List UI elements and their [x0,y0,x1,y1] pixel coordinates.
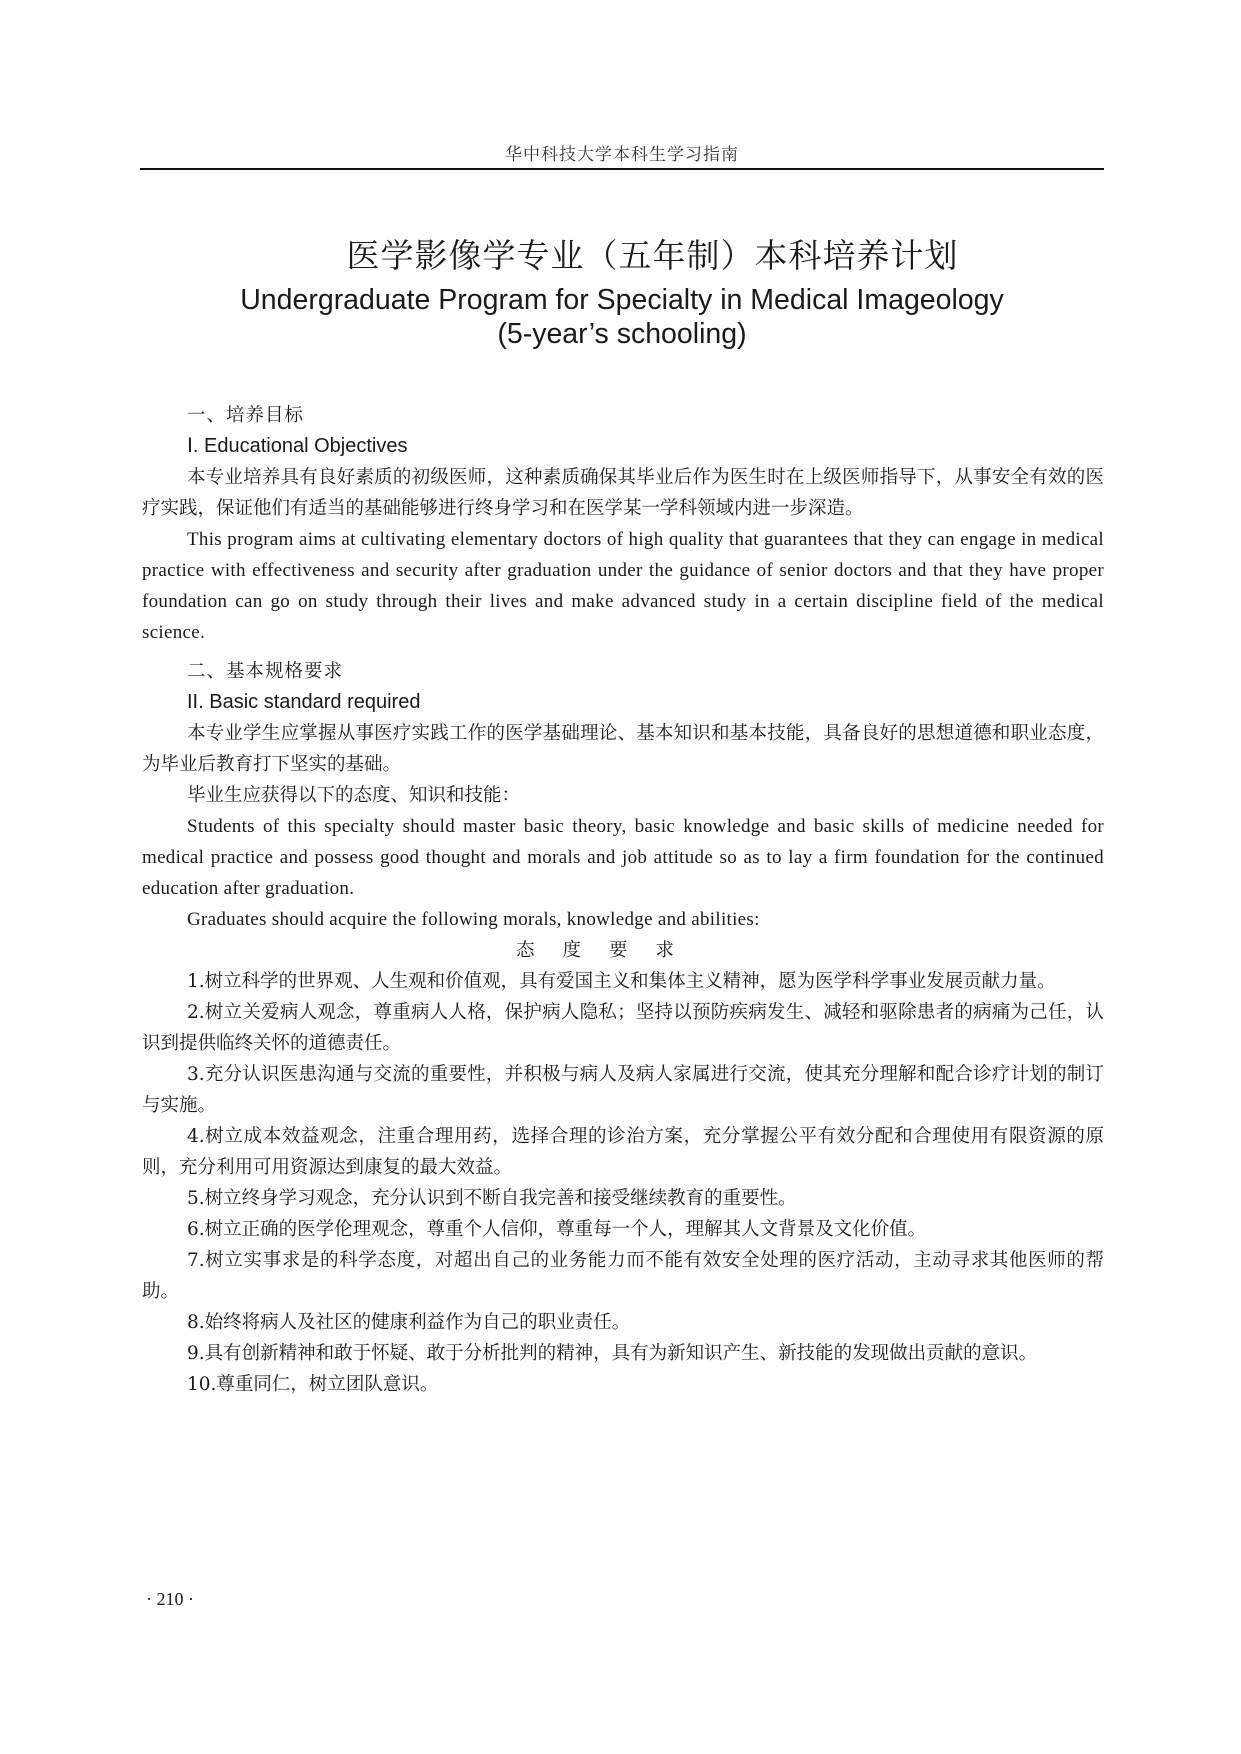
section1-heading-en: Ⅰ. Educational Objectives [187,435,408,457]
attitude-item-8: 8.始终将病人及社区的健康利益作为自己的职业责任。 [187,1312,631,1333]
running-header: 华中科技大学本科生学习指南 [505,145,739,165]
title-english [140,283,1104,351]
section2-heading-zh: 二、基本规格要求 [187,661,344,682]
attitude-item-4: 4.树立成本效益观念，注重合理用药，选择合理的诊治方案，充分掌握公平有效分配和合理使用有限资源的原则，充分利用可用资源达到康复的最大效益。 [142,1126,1104,1178]
section1-heading-zh: 一、培养目标 [187,405,305,426]
attitude-item-6: 6.树立正确的医学伦理观念，尊重个人信仰，尊重每一个人，理解其人文背景及文化价值。 [187,1219,927,1240]
attitude-item-5: 5.树立终身学习观念，充分认识到不断自我完善和接受继续教育的重要性。 [187,1188,797,1209]
title-chinese: 医学影像学专业（五年制）本科培养计划 [346,236,959,275]
section1-paragraph-en: This program aims at cultivating elementary doctors of high quality that guarantees that they can engage in medical practice with effectiveness and security after graduation under the guidance of senior doctors and that they have proper foundation can go on study through their lives and make advanced study in a certain discipline field of the medical science. [142,529,1104,643]
title-english-line1: Undergraduate Program for Specialty in Medical Imageology [240,284,1004,316]
section2-paragraph-en: Students of this specialty should master basic theory, basic knowledge and basic skills of medicine needed for medical practice and possess good thought and morals and job attitude so as to lay a firm foundation for the continued education after graduation. [142,816,1104,899]
attitude-heading: 态度要求 [515,940,702,961]
section2-heading-en: II. Basic standard required [187,691,421,713]
attitude-item-1: 1.树立科学的世界观、人生观和价值观，具有爱国主义和集体主义精神，愿为医学科学事业发展贡献力量。 [187,971,1056,992]
section1-paragraph-zh: 本专业培养具有良好素质的初级医师，这种素质确保其毕业后作为医生时在上级医师指导下，从事安全有效的医疗实践，保证他们有适当的基础能够进行终身学习和在医学某一学科领域内进一步深造。 [142,467,1104,519]
section2-paragraph-zh: 本专业学生应掌握从事医疗实践工作的医学基础理论、基本知识和基本技能，具备良好的思想道德和职业态度，为毕业后教育打下坚实的基础。 [142,723,1104,775]
attitude-item-10: 10.尊重同仁，树立团队意识。 [187,1374,439,1395]
attitude-item-9: 9.具有创新精神和敢于怀疑、敢于分析批判的精神，具有为新知识产生、新技能的发现做出贡献的意识。 [187,1343,1038,1364]
page-number: · 210 · [146,1589,194,1609]
header-rule [140,168,1104,170]
section2-paragraph-zh-2: 毕业生应获得以下的态度、知识和技能： [187,785,521,806]
attitude-item-7: 7.树立实事求是的科学态度，对超出自己的业务能力而不能有效安全处理的医疗活动，主动寻求其他医师的帮助。 [142,1250,1104,1302]
section2-paragraph-en-2: Graduates should acquire the following morals, knowledge and abilities: [187,909,760,930]
document-body [142,400,1104,1400]
title-english-line2: (5-year’s schooling) [497,318,747,350]
attitude-item-3: 3.充分认识医患沟通与交流的重要性，并积极与病人及病人家属进行交流，使其充分理解和配合诊疗计划的制订与实施。 [142,1064,1104,1116]
attitude-item-2: 2.树立关爱病人观念，尊重病人人格，保护病人隐私；坚持以预防疾病发生、减轻和驱除患者的病痛为己任，认识到提供临终关怀的道德责任。 [142,1002,1104,1054]
